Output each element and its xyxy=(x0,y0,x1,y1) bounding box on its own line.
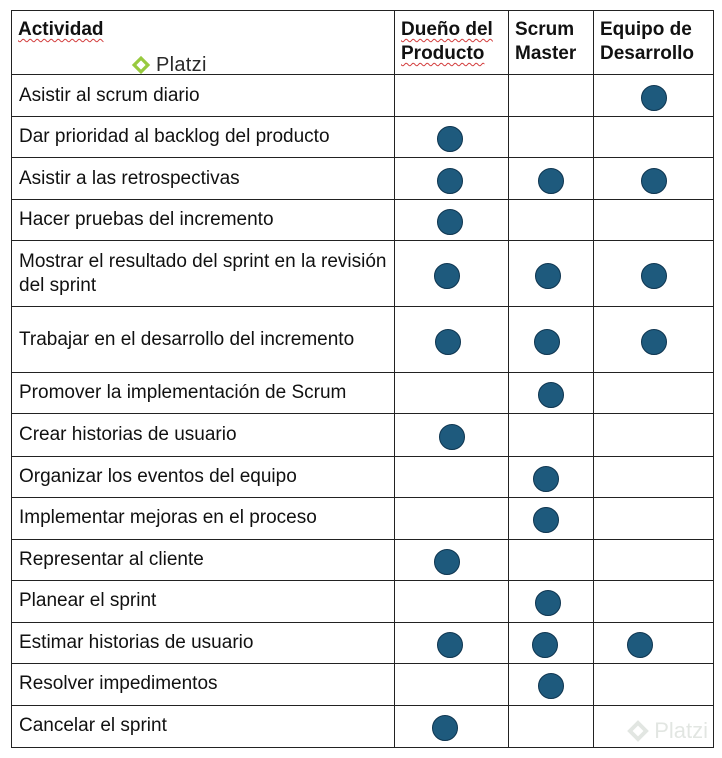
table-row xyxy=(12,622,714,663)
responsibility-dot xyxy=(437,168,463,194)
activity-cell: Hacer pruebas del incremento xyxy=(12,200,395,241)
platzi-watermark xyxy=(625,718,708,744)
responsibility-dot xyxy=(532,632,558,658)
responsibility-dot xyxy=(641,263,667,289)
role-cell-dev xyxy=(594,307,714,373)
role-cell-dev xyxy=(594,580,714,622)
role-cell-po xyxy=(395,539,509,580)
responsibility-dot xyxy=(437,632,463,658)
activity-cell: Asistir al scrum diario xyxy=(12,75,395,117)
activity-cell: Representar al cliente xyxy=(12,539,395,580)
role-cell-po xyxy=(395,414,509,456)
table-row xyxy=(12,705,714,747)
role-cell-po xyxy=(395,307,509,373)
role-cell-dev xyxy=(594,663,714,705)
platzi-logo-icon xyxy=(130,54,152,76)
role-cell-po xyxy=(395,158,509,200)
header-activity xyxy=(12,11,395,75)
responsibility-dot xyxy=(538,382,564,408)
role-cell-dev xyxy=(594,414,714,456)
activity-cell: Implementar mejoras en el proceso xyxy=(12,497,395,539)
role-cell-dev xyxy=(594,158,714,200)
role-cell-po xyxy=(395,663,509,705)
role-cell-dev xyxy=(594,75,714,117)
role-cell-sm xyxy=(509,663,594,705)
activity-cell: Asistir a las retrospectivas xyxy=(12,158,395,200)
role-cell-sm xyxy=(509,705,594,747)
activity-cell: Estimar historias de usuario xyxy=(12,622,395,663)
platzi-watermark-icon xyxy=(625,718,651,744)
role-cell-sm xyxy=(509,117,594,158)
table-row xyxy=(12,241,714,307)
table-row xyxy=(12,75,714,117)
role-cell-po xyxy=(395,705,509,747)
activity-cell: Promover la implementación de Scrum xyxy=(12,373,395,414)
responsibility-dot xyxy=(641,329,667,355)
header-activity-label: Actividad xyxy=(18,19,104,40)
role-cell-po xyxy=(395,241,509,307)
role-cell-dev xyxy=(594,117,714,158)
platzi-watermark-text: Platzi xyxy=(654,718,708,743)
role-cell-sm xyxy=(509,200,594,241)
activity-cell: Resolver impedimentos xyxy=(12,663,395,705)
platzi-logo xyxy=(130,53,207,77)
role-cell-sm xyxy=(509,241,594,307)
role-cell-sm xyxy=(509,414,594,456)
responsibility-dot xyxy=(437,126,463,152)
role-cell-sm xyxy=(509,622,594,663)
role-cell-po xyxy=(395,580,509,622)
table-row xyxy=(12,117,714,158)
role-cell-dev xyxy=(594,373,714,414)
responsibility-dot xyxy=(538,168,564,194)
role-cell-sm xyxy=(509,75,594,117)
responsibility-dot xyxy=(627,632,653,658)
table-row xyxy=(12,307,714,373)
table-body xyxy=(12,75,714,748)
table-row xyxy=(12,158,714,200)
table-row xyxy=(12,200,714,241)
activity-cell: Mostrar el resultado del sprint en la revisión del sprint xyxy=(12,241,395,307)
table-row xyxy=(12,497,714,539)
responsibility-dot xyxy=(434,263,460,289)
responsibility-dot xyxy=(437,209,463,235)
header-role-sm: Scrum Master xyxy=(509,11,594,75)
header-role-dev: Equipo de Desarrollo xyxy=(594,11,714,75)
role-cell-dev xyxy=(594,539,714,580)
activity-cell: Planear el sprint xyxy=(12,580,395,622)
role-cell-po xyxy=(395,117,509,158)
table-row xyxy=(12,414,714,456)
table-row xyxy=(12,663,714,705)
table-row xyxy=(12,373,714,414)
table-row xyxy=(12,539,714,580)
role-cell-sm xyxy=(509,497,594,539)
raci-table xyxy=(11,10,714,748)
role-cell-sm xyxy=(509,158,594,200)
responsibility-dot xyxy=(538,673,564,699)
role-cell-sm xyxy=(509,373,594,414)
role-cell-dev xyxy=(594,241,714,307)
role-cell-sm xyxy=(509,539,594,580)
table-row xyxy=(12,456,714,497)
responsibility-dot xyxy=(533,466,559,492)
table-row xyxy=(12,580,714,622)
role-cell-dev xyxy=(594,622,714,663)
role-cell-po xyxy=(395,75,509,117)
responsibility-dot xyxy=(535,263,561,289)
role-cell-sm xyxy=(509,307,594,373)
activity-cell: Organizar los eventos del equipo xyxy=(12,456,395,497)
activity-cell: Trabajar en el desarrollo del incremento xyxy=(12,307,395,373)
responsibility-dot xyxy=(535,590,561,616)
role-cell-po xyxy=(395,622,509,663)
role-cell-po xyxy=(395,200,509,241)
activity-cell: Crear historias de usuario xyxy=(12,414,395,456)
responsibility-dot xyxy=(641,168,667,194)
responsibility-dot xyxy=(434,549,460,575)
role-cell-po xyxy=(395,373,509,414)
responsibility-dot xyxy=(641,85,667,111)
responsibility-dot xyxy=(534,329,560,355)
role-cell-po xyxy=(395,497,509,539)
role-cell-po xyxy=(395,456,509,497)
header-row xyxy=(12,11,714,75)
responsibility-dot xyxy=(439,424,465,450)
responsibility-dot xyxy=(435,329,461,355)
role-cell-dev xyxy=(594,200,714,241)
activity-cell: Cancelar el sprint xyxy=(12,705,395,747)
role-cell-dev xyxy=(594,456,714,497)
role-cell-dev xyxy=(594,497,714,539)
activity-cell: Dar prioridad al backlog del producto xyxy=(12,117,395,158)
platzi-logo-text: Platzi xyxy=(156,54,207,76)
responsibility-dot xyxy=(533,507,559,533)
responsibility-dot xyxy=(432,715,458,741)
header-role-po: Dueño del Producto xyxy=(395,11,509,75)
role-cell-sm xyxy=(509,580,594,622)
role-cell-sm xyxy=(509,456,594,497)
